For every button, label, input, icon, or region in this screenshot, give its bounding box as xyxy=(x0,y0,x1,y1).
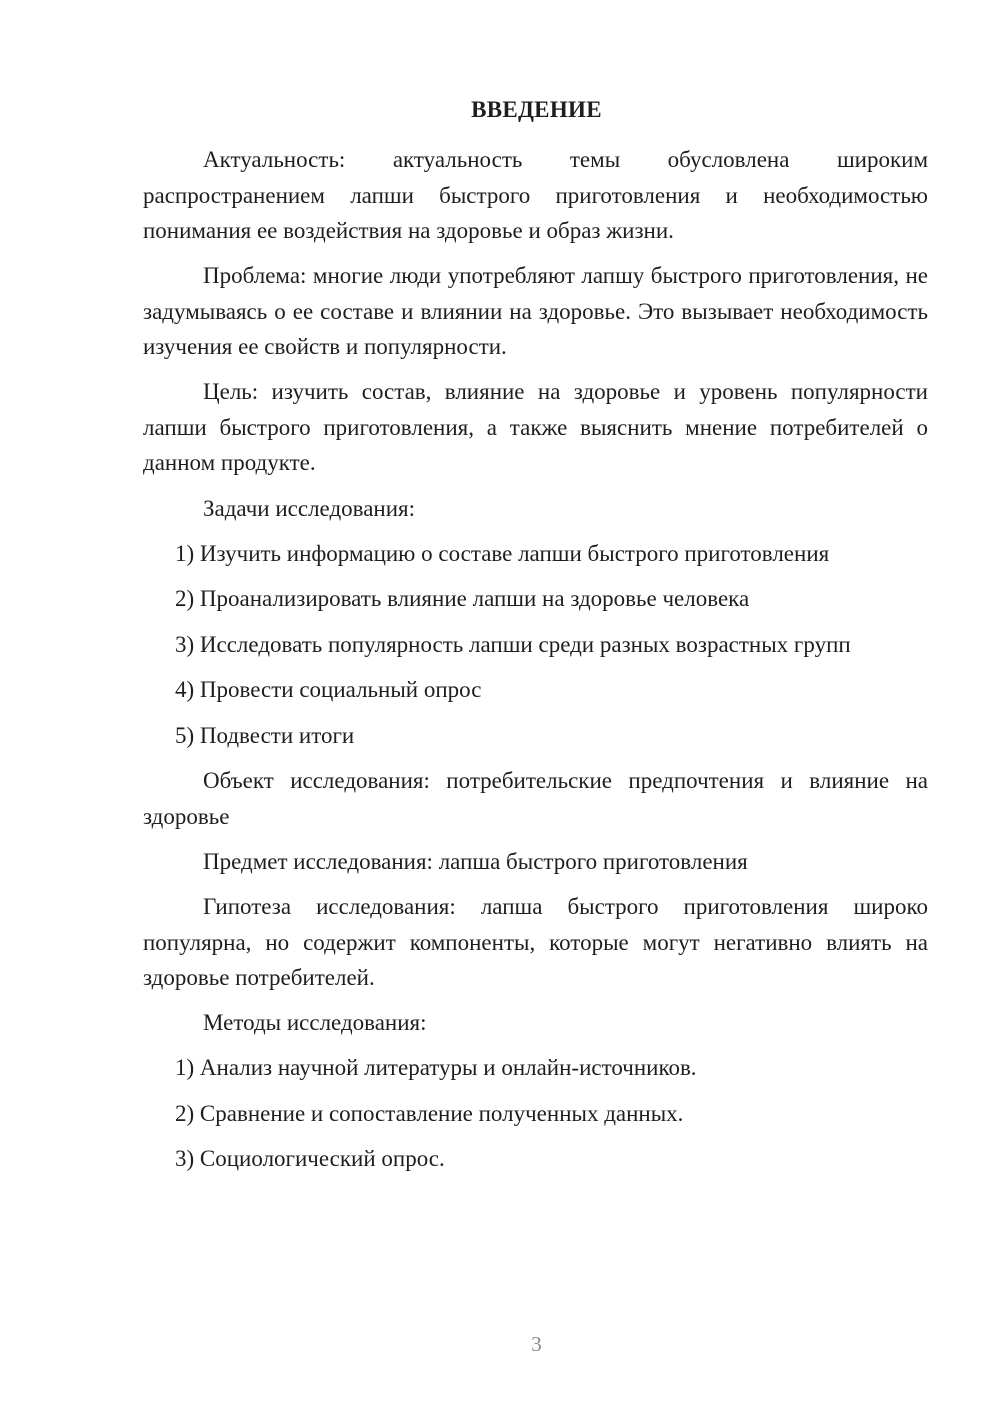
section-title: ВВЕДЕНИЕ xyxy=(471,97,602,122)
subject-paragraph: Предмет исследования: лапша быстрого приготовления xyxy=(203,849,748,874)
method-item: 3) Социологический опрос. xyxy=(175,1146,445,1171)
tasks-heading: Задачи исследования: xyxy=(203,496,416,521)
hypothesis-paragraph: Гипотеза исследования: лапша быстрого приготовления широко популярна, но содержит компоненты, которые могут негативно влиять на здоровье потребителей. xyxy=(143,894,928,990)
method-item: 2) Сравнение и сопоставление полученных данных. xyxy=(175,1101,684,1126)
task-item: 4) Провести социальный опрос xyxy=(175,677,482,702)
task-item: 3) Исследовать популярность лапши среди разных возрастных групп xyxy=(175,632,851,657)
page-number: 3 xyxy=(531,1332,542,1356)
problem-paragraph: Проблема: многие люди употребляют лапшу быстрого приготовления, не задумываясь о ее составе и влиянии на здоровье. Это вызывает необходимость изучения ее свойств и популярности. xyxy=(143,263,928,359)
task-item: 5) Подвести итоги xyxy=(175,723,355,748)
object-paragraph: Объект исследования: потребительские предпочтения и влияние на здоровье xyxy=(143,768,928,829)
task-item: 2) Проанализировать влияние лапши на здоровье человека xyxy=(175,586,750,611)
relevance-paragraph: Актуальность: актуальность темы обусловлена широким распространением лапши быстрого приготовления и необходимостью понимания ее воздействия на здоровье и образ жизни. xyxy=(143,147,928,243)
task-item: 1) Изучить информацию о составе лапши быстрого приготовления xyxy=(175,541,830,566)
method-item: 1) Анализ научной литературы и онлайн-источников. xyxy=(175,1055,697,1080)
goal-paragraph: Цель: изучить состав, влияние на здоровье и уровень популярности лапши быстрого приготовления, а также выяснить мнение потребителей о данном продукте. xyxy=(143,379,928,475)
methods-heading: Методы исследования: xyxy=(203,1010,427,1035)
